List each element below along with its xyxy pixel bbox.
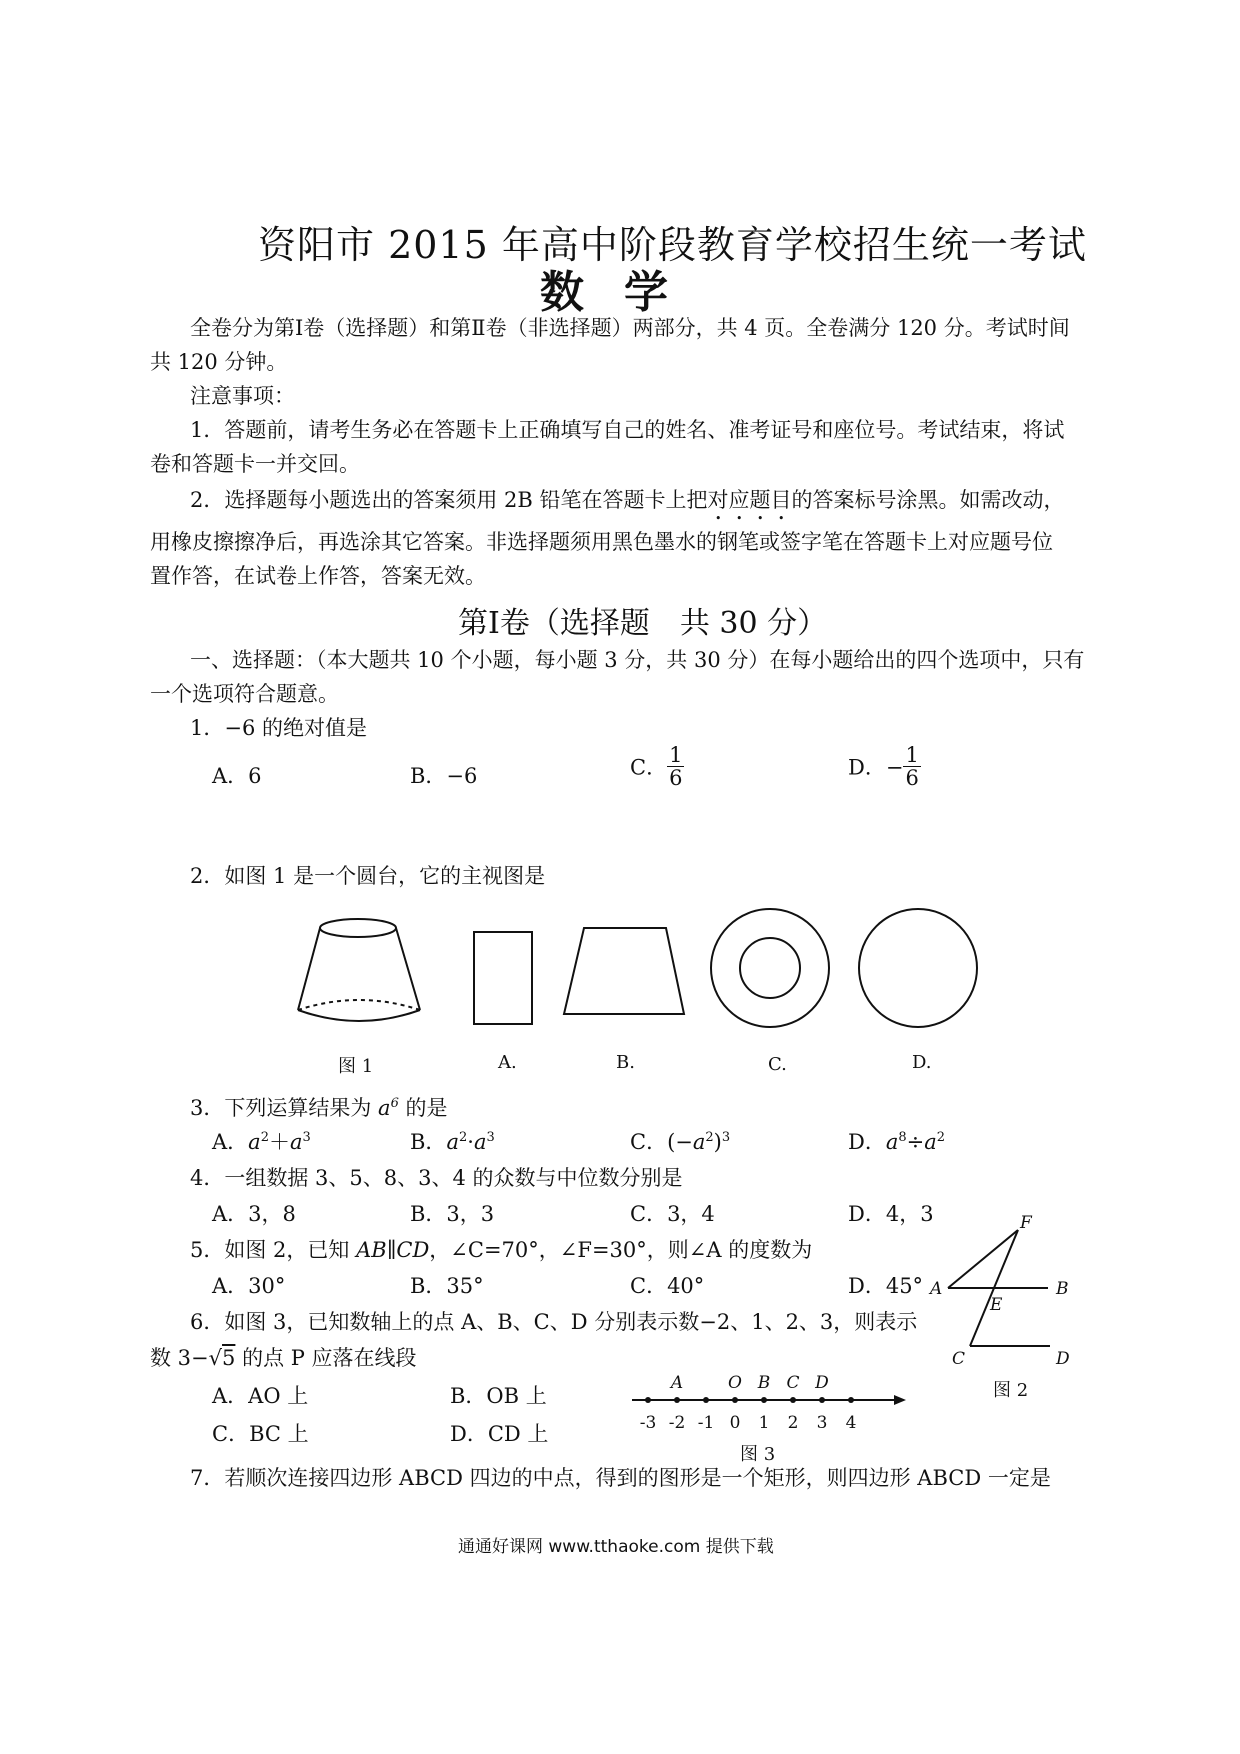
q5-option-d: D．45°	[848, 1274, 924, 1298]
q7-stem: 7．若顺次连接四边形 ABCD 四边的中点，得到的图形是一个矩形，则四边形 ABCD 一定是	[190, 1466, 1051, 1490]
notice-2-line-2: 用橡皮擦擦净后，再选涂其它答案。非选择题须用黑色墨水的钢笔或签字笔在答题卡上对应题号位	[150, 530, 1053, 554]
notice-2-line-3: 置作答，在试卷上作答，答案无效。	[150, 564, 486, 588]
figure-2	[930, 1213, 1150, 1396]
footer-source: 通通好课网 www.tthaoke.com 提供下载	[458, 1537, 774, 1557]
point-label: B	[757, 1373, 771, 1393]
q4-option-c: C．3，4	[630, 1202, 715, 1226]
q5-option-c: C．40°	[630, 1274, 705, 1298]
section-1-title: 第Ⅰ卷（选择题 共 30 分）	[458, 606, 828, 641]
notice-2-post: 的答案标号涂黑。如需改动，	[791, 488, 1065, 512]
q1-c-numerator: 1	[669, 743, 683, 767]
notice-title: 注意事项：	[190, 384, 295, 408]
q2-label-d: D.	[912, 1052, 932, 1073]
q6-sqrt: √5	[208, 1346, 236, 1370]
fig2-caption: 图 2	[993, 1380, 1029, 1401]
q4-stem: 4．一组数据 3、5、8、3、4 的众数与中位数分别是	[190, 1166, 683, 1190]
section-1-desc-1: 一、选择题：（本大题共 10 个小题，每小题 3 分，共 30 分）在每小题给出的四个选项中，只有	[190, 648, 1085, 672]
q1-option-d-prefix: D．−	[848, 755, 904, 780]
q5-stem-pre: 5．如图 2，已知	[190, 1238, 357, 1262]
point-label: D	[815, 1373, 829, 1393]
q5-option-a: A．30°	[212, 1274, 286, 1298]
notice-2-emphasis: 对应题目	[707, 488, 792, 512]
q1-option-c	[630, 744, 684, 789]
q1-stem: 1．−6 的绝对值是	[190, 716, 367, 740]
q2-figures	[0, 910, 1240, 1130]
q2-label-a: A.	[498, 1052, 517, 1073]
fig3-caption: 图 3	[740, 1444, 776, 1465]
tick-dot	[790, 1397, 796, 1403]
q6-stem-pre: 数 3−	[150, 1346, 209, 1370]
q3-option-c: C．$(-a^2)^3$	[630, 1130, 731, 1154]
q6-option-c: C．BC 上	[212, 1422, 309, 1446]
option-a-rectangle	[474, 932, 532, 1024]
q2-label-b: B.	[616, 1052, 635, 1073]
option-c-concentric-circles	[711, 909, 829, 1027]
notice-2-pre: 2．选择题每小题选出的答案须用 2B 铅笔在答题卡上把	[190, 488, 708, 512]
q5-cd: CD	[396, 1238, 430, 1262]
fig2-line-af	[948, 1230, 1018, 1288]
notice-1-line-2: 卷和答题卡一并交回。	[150, 452, 360, 476]
q3-option-d: D．$a^8\div a^2$	[848, 1130, 946, 1154]
q1-option-a: A．6	[212, 764, 262, 788]
subject-title: 数学	[540, 267, 708, 318]
notice-2-line-1	[190, 484, 1065, 525]
q4-option-a: A．3，8	[212, 1202, 296, 1226]
option-b-trapezoid	[564, 928, 684, 1014]
q3-stem-post: 的是	[398, 1096, 448, 1120]
q6-radicand: 5	[222, 1346, 236, 1370]
q6-option-d: D．CD 上	[450, 1422, 549, 1446]
fig2-label-e: E	[990, 1295, 1003, 1315]
q6-option-b: B．OB 上	[450, 1384, 547, 1408]
tick-dot	[732, 1397, 738, 1403]
q1-option-c-fraction	[667, 744, 684, 789]
q1-option-b: B．−6	[410, 764, 478, 788]
q6-stem-line-1: 6．如图 3，已知数轴上的点 A、B、C、D 分别表示数−2、1、2、3，则表示	[190, 1310, 918, 1334]
exam-title: 资阳市 2015 年高中阶段教育学校招生统一考试	[258, 223, 1087, 267]
fig1-caption: 图 1	[338, 1056, 374, 1077]
fig2-label-f: F	[1020, 1213, 1032, 1233]
q5-stem	[190, 1234, 812, 1264]
q3-stem-math: $a^6$	[378, 1096, 399, 1120]
tick-label: 1	[758, 1413, 770, 1433]
intro-line-1: 全卷分为第Ⅰ卷（选择题）和第Ⅱ卷（非选择题）两部分，共 4 页。全卷满分 120 分。考试时间	[190, 316, 1070, 340]
tick-label: -1	[697, 1413, 715, 1433]
tick-label: 0	[729, 1413, 741, 1433]
q6-stem-post: 的点 P 应落在线段	[235, 1346, 417, 1370]
point-label: C	[786, 1373, 800, 1393]
q5-ab: AB	[356, 1238, 387, 1262]
q1-c-denominator: 6	[669, 766, 683, 791]
point-label: O	[728, 1373, 742, 1393]
tick-label: -2	[668, 1413, 686, 1433]
q1-d-numerator: 1	[905, 743, 919, 767]
fig2-label-c: C	[952, 1349, 966, 1369]
axis-arrow-icon	[894, 1395, 906, 1405]
tick-dot	[761, 1397, 767, 1403]
q6-stem-line-2	[150, 1342, 417, 1372]
q5-option-b: B．35°	[410, 1274, 484, 1298]
q1-d-denominator: 6	[905, 766, 919, 791]
tick-label: 4	[845, 1413, 857, 1433]
q3-option-b: B．$a^2\cdot a^3$	[410, 1130, 495, 1154]
q1-option-c-prefix: C．	[630, 755, 668, 780]
q1-option-d-fraction	[903, 744, 920, 789]
point-label: A	[670, 1373, 684, 1393]
tick-dot	[848, 1397, 854, 1403]
fig2-label-a: A	[930, 1279, 943, 1299]
fig2-label-d: D	[1056, 1349, 1070, 1369]
tick-label: -3	[639, 1413, 657, 1433]
q2-stem: 2．如图 1 是一个圆台，它的主视图是	[190, 864, 546, 888]
q5-parallel: ∥	[386, 1238, 397, 1262]
q3-option-a: A．$a^2+a^3$	[212, 1130, 311, 1154]
tick-dot	[645, 1397, 651, 1403]
q6-option-a: A．AO 上	[212, 1384, 309, 1408]
tick-dot	[703, 1397, 709, 1403]
q2-label-c: C.	[768, 1054, 787, 1075]
intro-line-2: 共 120 分钟。	[150, 350, 288, 374]
option-d-circle	[859, 909, 977, 1027]
q4-option-b: B．3，3	[410, 1202, 495, 1226]
q3-stem	[190, 1092, 448, 1122]
tick-label: 2	[787, 1413, 799, 1433]
notice-1-line-1: 1．答题前，请考生务必在答题卡上正确填写自己的姓名、准考证号和座位号。考试结束，将试	[190, 418, 1065, 442]
section-1-desc-2: 一个选项符合题意。	[150, 682, 339, 706]
q1-option-d	[848, 744, 921, 789]
q5-stem-post: ，∠C=70°，∠F=30°，则∠A 的度数为	[429, 1238, 813, 1262]
frustum-figure	[298, 919, 420, 1021]
fig2-label-b: B	[1056, 1279, 1069, 1299]
q4-option-d: D．4，3	[848, 1202, 934, 1226]
tick-label: 3	[816, 1413, 828, 1433]
q3-stem-pre: 3．下列运算结果为	[190, 1096, 379, 1120]
tick-dot	[819, 1397, 825, 1403]
tick-dot	[674, 1397, 680, 1403]
